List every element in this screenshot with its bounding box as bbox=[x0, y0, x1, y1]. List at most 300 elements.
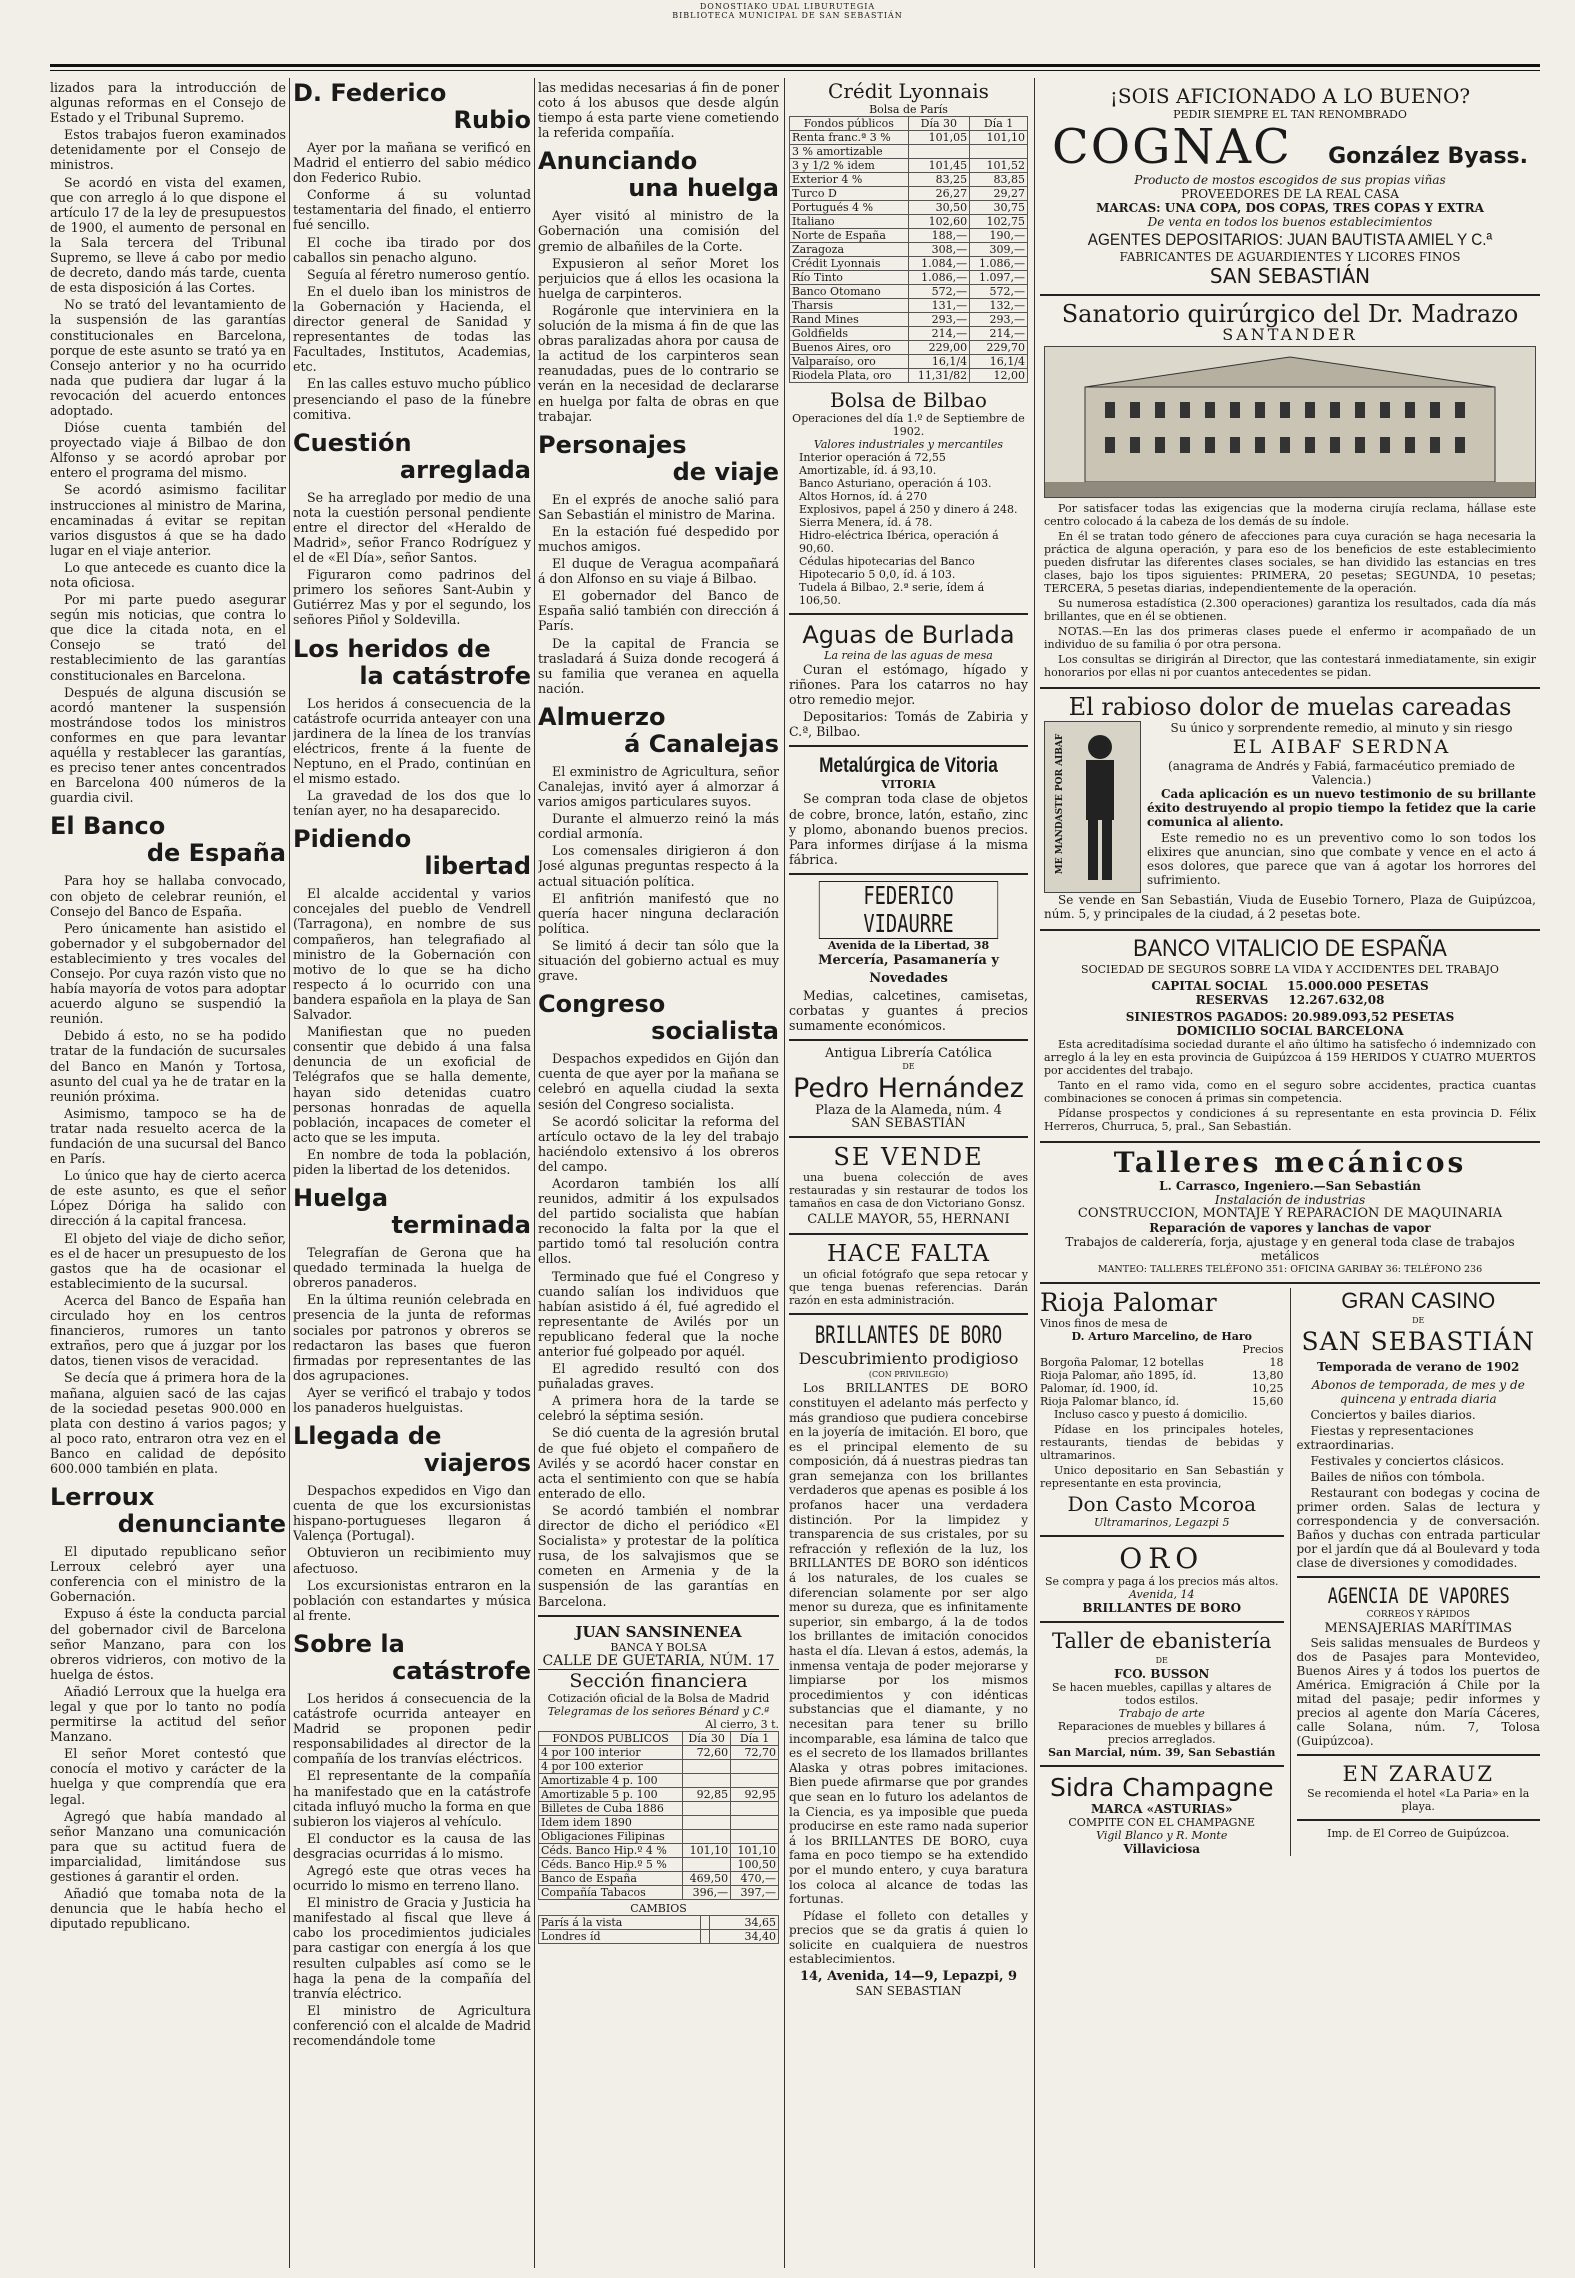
paragraph: Los excursionistas entraron en la población con estandartes y música al frente. bbox=[293, 1577, 531, 1623]
headline-line: de España bbox=[146, 839, 286, 868]
bilbao-lines bbox=[789, 451, 1028, 607]
paragraph: Después de alguna discusión se acordó mantener la suspensión mostrándose todos los ministros conformes en que para levantar aquélla y restablecer las garantías, es preciso tener antes concentrados en Barcelona 400 números de la guardia civil. bbox=[50, 684, 286, 806]
row-value: 229,70 bbox=[970, 341, 1028, 355]
table-row bbox=[539, 1745, 779, 1759]
headline-line: Almuerzo bbox=[538, 702, 666, 731]
ad-line: L. Carrasco, Ingeniero.—San Sebastián bbox=[1159, 1179, 1421, 1193]
column-divider bbox=[1034, 78, 1035, 2268]
capital-label: CAPITAL SOCIAL bbox=[1151, 979, 1268, 993]
table-row bbox=[790, 257, 1028, 271]
row-label: Compañía Tabacos bbox=[539, 1885, 683, 1899]
table-row bbox=[539, 1801, 779, 1815]
paragraph: Pero únicamente han asistido el gobernador y el subgobernador del establecimiento y tres vocales del Consejo. Por cuya razón visto que no había mayoría de votos para adoptar acuerdo alguno se suspendió la reunión. bbox=[50, 920, 286, 1027]
finance-ads-column bbox=[789, 80, 1028, 2260]
bilbao-exchange bbox=[789, 389, 1028, 607]
ad-text: Esta acreditadísima sociedad durante el año último ha satisfecho ó indemnizado con arreglo á la ley en esta provincia de Guipúzcoa á 159 HERIDOS Y CUATRO MUERTOS por accidentes del trabajo. bbox=[1044, 1038, 1536, 1077]
bilbao-title: Bolsa de Bilbao bbox=[830, 388, 987, 412]
headline-banco bbox=[50, 813, 286, 867]
row-value: 308,— bbox=[908, 243, 970, 257]
headline-lerroux bbox=[50, 1484, 286, 1538]
table-header: Día 1 bbox=[970, 117, 1028, 131]
ad-text: Incluso casco y puesto á domicilio. bbox=[1054, 1408, 1248, 1421]
ad-maker: González Byass. bbox=[1328, 144, 1528, 169]
archive-line-1: DONOSTIAKO UDAL LIBURUTEGIA bbox=[699, 2, 876, 11]
building-icon bbox=[1045, 347, 1535, 497]
paragraph: las medidas necesarias á fin de poner coto á los abusos que desde algún tiempo á esta parte viene cometiendo la referida compañía. bbox=[538, 80, 779, 141]
paragraph: El duque de Veragua acompañará á don Alfonso en su viaje á Bilbao. bbox=[538, 556, 779, 587]
row-label: Obligaciones Filipinas bbox=[539, 1829, 683, 1843]
ad-line: PEDIR SIEMPRE EL TAN RENOMBRADO bbox=[1173, 108, 1407, 121]
reserves-value: 12.267.632,08 bbox=[1288, 993, 1385, 1007]
ad-line: Se compra y paga á los precios más altos. bbox=[1045, 1575, 1279, 1588]
table-row bbox=[539, 1885, 779, 1899]
ad-line: Mercería, Pasamanería y Novedades bbox=[818, 952, 999, 986]
row-value: 132,— bbox=[970, 299, 1028, 313]
bilbao-line: Interior operación á 72,55 bbox=[799, 451, 946, 464]
row-value bbox=[683, 1857, 731, 1871]
row-value: 572,— bbox=[970, 285, 1028, 299]
ad-text: NOTAS.—En las dos primeras clases puede el enfermo ir acompañado de un individuo de su familia ó por otra persona. bbox=[1044, 625, 1536, 651]
divider bbox=[538, 1615, 779, 1617]
table-header: Día 1 bbox=[731, 1731, 779, 1745]
row-value: 131,— bbox=[908, 299, 970, 313]
paragraph: Lo único que hay de cierto acerca de este asunto, es que el señor López Dóriga ha salido con dirección á la capital francesa. bbox=[50, 1168, 286, 1229]
table-header: FONDOS PUBLICOS bbox=[539, 1731, 683, 1745]
row-value: 469,50 bbox=[683, 1871, 731, 1885]
row-label: Amortizable 4 p. 100 bbox=[539, 1773, 683, 1787]
paragraph: En la estación fué despedido por muchos amigos. bbox=[538, 523, 779, 554]
ad-headline: Sanatorio quirúrgico del Dr. Madrazo bbox=[1061, 300, 1519, 328]
row-value: 190,— bbox=[970, 229, 1028, 243]
ad-falta bbox=[789, 1241, 1028, 1307]
paragraph: Estos trabajos fueron examinados detenidamente por el Consejo de ministros. bbox=[50, 127, 286, 173]
ad-headline: EN ZARAUZ bbox=[1342, 1762, 1494, 1786]
ad-title: FEDERICO VIDAURRE bbox=[819, 881, 998, 939]
row-value bbox=[970, 145, 1028, 159]
ad-sidra bbox=[1040, 1773, 1284, 1856]
ad-text: Medias, calcetines, camisetas, corbatas y guantes á precios sumamente económicos. bbox=[789, 987, 1028, 1034]
ad-line: Su único y sorprendente remedio, al minuto y sin riesgo bbox=[1170, 721, 1513, 735]
divider bbox=[1040, 1765, 1284, 1767]
domicile-line: DOMICILIO SOCIAL BARCELONA bbox=[1176, 1024, 1404, 1038]
headline-line: Pidiendo bbox=[293, 825, 412, 854]
sanatorium-illustration bbox=[1044, 346, 1536, 498]
paragraph: Debido á esto, no se ha podido tratar de la fundación de sucursales del Banco en Manón y Tortosa, asunto del cual ya he de tratar en la reunión próxima. bbox=[50, 1028, 286, 1104]
ad-title: Metalúrgica de Vitoria bbox=[819, 754, 998, 778]
paragraph: Agregó que había mandado al señor Manzano una comunicación para que su actitud fuera de imparcialidad, limitándose sus gestiones á garantir el orden. bbox=[50, 1808, 286, 1885]
headline-line: Llegada de bbox=[293, 1422, 442, 1451]
divider bbox=[789, 613, 1028, 615]
row-value: 293,— bbox=[908, 313, 970, 327]
paragraph: Se dió cuenta de la agresión brutal de que fué objeto el compañero de Avilés y se acordó hacer constar en acta el sentimiento con que se había enterado de ello. bbox=[538, 1425, 779, 1501]
paragraph: Telegrafían de Gerona que ha quedado terminada la huelga de obreros panaderos. bbox=[293, 1245, 531, 1291]
bilbao-line: Sierra Menera, íd. á 78. bbox=[799, 516, 933, 529]
bank-name: JUAN SANSINENEA bbox=[575, 1622, 742, 1641]
close-time: Al cierro, 3 t. bbox=[705, 1717, 779, 1731]
section-title: Sección financiera bbox=[569, 1669, 748, 1692]
ad-title: Aguas de Burlada bbox=[802, 621, 1015, 649]
ad-addr: San Marcial, núm. 39, San Sebastián bbox=[1048, 1746, 1276, 1759]
paragraph: Ayer visitó al ministro de la Gobernación una comisión del gremio de albañiles de la Corte. bbox=[538, 208, 779, 254]
ad-taller bbox=[1040, 1629, 1284, 1759]
table-row bbox=[790, 145, 1028, 159]
row-value: 29,27 bbox=[970, 187, 1028, 201]
ad-line: CORREOS Y RÁPIDOS bbox=[1366, 1610, 1470, 1620]
ad-sub: La reina de las aguas de mesa bbox=[824, 649, 993, 662]
row-value bbox=[683, 1773, 731, 1787]
ads-column bbox=[1040, 80, 1540, 2260]
ad-vapores bbox=[1297, 1584, 1541, 1748]
ad-text: Bailes de niños con tómbola. bbox=[1310, 1470, 1485, 1484]
table-row bbox=[539, 1829, 779, 1843]
ad-vidaurre bbox=[789, 881, 1028, 1033]
paragraph: Expusieron al señor Moret los perjuicios que á ellos les ocasiona la huelga de carpinteros. bbox=[538, 255, 779, 301]
table-row bbox=[790, 187, 1028, 201]
bilbao-line: Hidro-eléctrica Ibérica, operación á 90,60. bbox=[799, 529, 999, 555]
ad-text: Su numerosa estadística (2.300 operaciones) garantiza los resultados, cada día más brillantes, que en él se obtienen. bbox=[1044, 597, 1536, 623]
headline-line: á Canalejas bbox=[624, 729, 779, 758]
paris-stock-table bbox=[789, 116, 1028, 383]
headline-line: Congreso bbox=[538, 990, 666, 1019]
table-row bbox=[790, 201, 1028, 215]
row-label: 3 y 1/2 % idem bbox=[790, 159, 909, 173]
row-label: Tharsis bbox=[790, 299, 909, 313]
madrid-stock-table bbox=[538, 1731, 779, 1900]
ad-vende bbox=[789, 1144, 1028, 1227]
price-row bbox=[1040, 1369, 1284, 1382]
table-row bbox=[790, 299, 1028, 313]
ad-brillantes bbox=[789, 1321, 1028, 1999]
table-row bbox=[790, 355, 1028, 369]
ad-metalurgica bbox=[789, 753, 1028, 866]
ad-text: Abonos de temporada, de mes y de quincena y entrada diaria bbox=[1311, 1378, 1525, 1406]
bank-address: CALLE DE GUETARIA, NÚM. 17 bbox=[538, 1654, 779, 1670]
row-value bbox=[731, 1829, 779, 1843]
row-label: Londres íd bbox=[539, 1929, 701, 1943]
cambios-title: CAMBIOS bbox=[630, 1901, 687, 1915]
paragraph: El ministro de Gracia y Justicia ha manifestado al fiscal que lleve á cabo los procedimientos judiciales para castigar con energía á los que resulten culpables así como se le haga la pena de la compañía del tranvía eléctrico. bbox=[293, 1895, 531, 2001]
paragraph: Figuraron como padrinos del primero los señores Sant-Aubin y Gutiérrez Mas y por el segundo, los señores Piñol y Soldevilla. bbox=[293, 567, 531, 628]
row-value: 572,— bbox=[908, 285, 970, 299]
bilbao-line: Amortizable, íd. á 93,10. bbox=[799, 464, 937, 477]
ad-pre: Antigua Librería Católica bbox=[824, 1046, 993, 1062]
price-row bbox=[1040, 1356, 1284, 1369]
price-item: Rioja Palomar, año 1895, íd. bbox=[1040, 1369, 1197, 1382]
headline-huelga bbox=[293, 1185, 531, 1239]
paragraph: Durante el almuerzo reinó la más cordial armonía. bbox=[538, 811, 779, 842]
row-value: 214,— bbox=[970, 327, 1028, 341]
row-value: 397,— bbox=[731, 1885, 779, 1899]
row-value bbox=[683, 1815, 731, 1829]
archive-header bbox=[0, 2, 1575, 20]
paragraph: En nombre de toda la población, piden la libertad de los detenidos. bbox=[293, 1146, 531, 1177]
row-value: 1.086,— bbox=[908, 271, 970, 285]
headline-line: Huelga bbox=[293, 1184, 389, 1213]
news-column-1 bbox=[50, 80, 286, 2260]
ad-sanatorio bbox=[1040, 296, 1540, 689]
paragraph: El diputado republicano señor Lerroux celebró ayer una conferencia con el ministro de la Gobernación. bbox=[50, 1544, 286, 1605]
ad-headline: ¡SOIS AFICIONADO A LO BUENO? bbox=[1109, 84, 1471, 108]
ad-line: FABRICANTES DE AGUARDIENTES Y LICORES FINOS bbox=[1119, 250, 1461, 264]
ad-addr: Plaza de la Alameda, núm. 4 bbox=[815, 1103, 1002, 1119]
row-label: Buenos Aires, oro bbox=[790, 341, 909, 355]
paragraph: Terminado que fué el Congreso y cuando salían los individuos que habían asistido á él, fué agredido el representante de Avilés por un republicano federal que la noche anterior fué golpeado por aquél. bbox=[538, 1268, 779, 1359]
table-row bbox=[539, 1787, 779, 1801]
table-row bbox=[790, 369, 1028, 383]
ad-headline: Talleres mecánicos bbox=[1113, 1146, 1467, 1179]
headline-sobre bbox=[293, 1631, 531, 1685]
claims-line: SINIESTROS PAGADOS: 20.989.093,52 PESETAS bbox=[1125, 1010, 1455, 1024]
headline-line: Cuestión bbox=[293, 428, 412, 457]
price-value: 15,60 bbox=[1252, 1395, 1284, 1408]
ad-sub: SOCIEDAD DE SEGUROS SOBRE LA VIDA Y ACCIDENTES DEL TRABAJO bbox=[1081, 963, 1499, 976]
ad-libreria bbox=[789, 1047, 1028, 1130]
man-icon bbox=[1060, 722, 1140, 892]
ad-burlada bbox=[789, 621, 1028, 739]
ad-brand: COGNAC bbox=[1052, 119, 1292, 175]
ad-text: Los consultas se dirigirán al Director, que las contestará inmediatamente, sin exigir honorarios por ellas ni por cuantos antecedentes se pidan. bbox=[1044, 653, 1536, 679]
row-label: Banco Otomano bbox=[790, 285, 909, 299]
paragraph: En la última reunión celebrada en presencia de la junta de reformas sociales por patronos y obreros se redactaron las bases que fueron firmadas por representantes de las dos agrupaciones. bbox=[293, 1292, 531, 1383]
ad-headline: ORO bbox=[1119, 1542, 1205, 1575]
paragraph: Acerca del Banco de España han circulado hoy en los centros financieros, rumores un tanto extraños, pero que á juzgar por los datos, tienen visos de veracidad. bbox=[50, 1292, 286, 1369]
divider bbox=[1297, 1819, 1541, 1821]
divider bbox=[1040, 1535, 1284, 1537]
ad-text: Fiestas y representaciones extraordinarias. bbox=[1296, 1424, 1474, 1452]
paragraph: Obtuvieron un recibimiento muy afectuoso. bbox=[293, 1545, 531, 1576]
row-value: 34,65 bbox=[710, 1915, 779, 1929]
row-label: Billetes de Cuba 1886 bbox=[539, 1801, 683, 1815]
table-row bbox=[539, 1815, 779, 1829]
paragraph: El coche iba tirado por dos caballos sin penacho alguno. bbox=[293, 234, 531, 265]
ad-text: Festivales y conciertos clásicos. bbox=[1310, 1454, 1505, 1468]
ad-text: una buena colección de aves restauradas y sin restaurar de todos los tamaños en casa de don Victoriano Gonsz. bbox=[789, 1171, 1028, 1211]
reserves-label: RESERVAS bbox=[1195, 993, 1269, 1007]
row-value bbox=[731, 1759, 779, 1773]
headline-line: Rubio bbox=[453, 106, 531, 134]
headline-heridos bbox=[293, 636, 531, 690]
ad-text: Conciertos y bailes diarios. bbox=[1310, 1408, 1476, 1422]
bilbao-line: Altos Hornos, íd. á 270 bbox=[799, 490, 928, 503]
top-rule bbox=[50, 64, 1540, 67]
row-value: 30,75 bbox=[970, 201, 1028, 215]
row-value: 1.097,— bbox=[970, 271, 1028, 285]
ad-title: HACE FALTA bbox=[826, 1241, 991, 1268]
ad-line: MENSAJERIAS MARÍTIMAS bbox=[1324, 1621, 1513, 1636]
row-label: Norte de España bbox=[790, 229, 909, 243]
row-value: 16,1/4 bbox=[970, 355, 1028, 369]
row-label: Amortizable 5 p. 100 bbox=[539, 1787, 683, 1801]
row-label: Céds. Banco Hip.º 4 % bbox=[539, 1843, 683, 1857]
divider bbox=[789, 873, 1028, 875]
ad-line: Reparación de vapores y lanchas de vapor bbox=[1149, 1221, 1431, 1235]
row-label: Zaragoza bbox=[790, 243, 909, 257]
ad-line: D. Arturo Marcelino, de Haro bbox=[1071, 1330, 1252, 1343]
ad-city: SANTANDER bbox=[1222, 325, 1358, 344]
table-row bbox=[790, 327, 1028, 341]
ad-city: Villaviciosa bbox=[1123, 1842, 1200, 1856]
headline-line: D. Federico bbox=[293, 80, 447, 107]
ad-line: Vigil Blanco y R. Monte bbox=[1096, 1829, 1228, 1842]
row-label: Río Tinto bbox=[790, 271, 909, 285]
headline-line: la catástrofe bbox=[359, 661, 531, 690]
row-value bbox=[731, 1773, 779, 1787]
table-header: Día 30 bbox=[908, 117, 970, 131]
divider bbox=[789, 1313, 1028, 1315]
table-row bbox=[539, 1843, 779, 1857]
headline-rubio bbox=[293, 80, 531, 134]
table-row bbox=[539, 1915, 779, 1929]
divider bbox=[1297, 1576, 1541, 1578]
ad-line: CONSTRUCCION, MONTAJE Y REPARACION DE MAQUINARIA bbox=[1077, 1206, 1503, 1221]
ad-headline: Sidra Champagne bbox=[1050, 1773, 1274, 1802]
row-value bbox=[908, 145, 970, 159]
capital-value: 15.000.000 PESETAS bbox=[1287, 979, 1429, 993]
divider bbox=[789, 1233, 1028, 1235]
paragraph: Los comensales dirigieron á don José algunas preguntas respecto á la actual situación política. bbox=[538, 843, 779, 889]
row-value: 34,40 bbox=[710, 1929, 779, 1943]
ad-city: SAN SEBASTIÁN bbox=[1301, 1327, 1535, 1356]
ad-text: Pídase en los principales hoteles, restaurants, tiendas de bebidas y ultramarinos. bbox=[1040, 1423, 1284, 1462]
ad-text: Los BRILLANTES DE BORO constituyen el adelanto más perfecto y más grandioso que pudiera concebirse en la joyería de imitación. El boro, que es el principal elemento de su composición, dá á nuestras piedras tan gran semejanza con los brillantes verdaderos que apenas es posible á los profanos hacer una verdadera distinción. Por la limpidez y transparencia de sus cristales, por su refracción y reflexión de la luz, los BRILLANTES DE BORO son idénticos á los naturales, de los cuales se diferencian solamente por ser algo menor su dureza, que es infinitamente superior, sin embargo, á la de todos los brillantes de imitación conocidos hasta el día. Llevan á estos, además, la inmensa ventaja de poder mejorarse y limpiarse por los mismos procedimientos y con idénticas substancias que el diamante, y no necesitan para tener su brillo incomparable, esa lámina de talco que es el secreto de los llamados brillantes Alaska y otras pobres imitaciones. Bien puede afirmarse que por grandes que sean en lo futuro los adelantos de la Ciencia, es ya imposible que pueda producirse en este ramo nada superior á los BRILLANTES DE BORO, cuya fama en poco tiempo se ha extendido por el mundo entero, y cuya baratura los coloca al alcance de todas las fortunas. bbox=[789, 1381, 1028, 1907]
row-value bbox=[731, 1815, 779, 1829]
printer-imprint: Imp. de El Correo de Guipúzcoa. bbox=[1327, 1827, 1510, 1840]
paragraph: En las calles estuvo mucho público presenciando el paso de la fúnebre comitiva. bbox=[293, 376, 531, 422]
headline-cuestion bbox=[293, 430, 531, 484]
paragraph: Los heridos á consecuencia de la catástrofe ocurrida anteayer en Madrid se proponen pedir responsabilidades al director de la compañía de los tranvías eléctricos. bbox=[293, 1690, 531, 1767]
paragraph: Ayer se verificó el trabajo y todos los panaderos huelguistas. bbox=[293, 1384, 531, 1415]
ad-line: Trabajos de calderería, forja, ajustage y en general toda clase de trabajos metálicos bbox=[1065, 1235, 1515, 1263]
paragraph: Seguía al féretro numeroso gentío. bbox=[307, 266, 530, 282]
paragraph: Ayer por la mañana se verificó en Madrid el entierro del sabio médico don Federico Rubio. bbox=[293, 140, 531, 186]
ad-oro bbox=[1040, 1543, 1284, 1615]
row-label: Exterior 4 % bbox=[790, 173, 909, 187]
ad-vitalicio bbox=[1040, 931, 1540, 1143]
column-divider bbox=[289, 78, 290, 2268]
row-value: 396,— bbox=[683, 1885, 731, 1899]
table-row bbox=[790, 271, 1028, 285]
ad-headline: GRAN CASINO bbox=[1341, 1288, 1496, 1313]
ad-de: DE bbox=[1155, 1656, 1168, 1665]
paragraph: El agredido resultó con dos puñaladas graves. bbox=[538, 1361, 779, 1392]
ad-text: Curan el estómago, hígado y riñones. Para los catarros no hay otro remedio mejor. bbox=[789, 662, 1028, 708]
headline-line: de viaje bbox=[672, 457, 779, 486]
row-value: 102,75 bbox=[970, 215, 1028, 229]
paragraph: La gravedad de los dos que lo tenían ayer, no ha desaparecido. bbox=[293, 788, 531, 819]
ad-line: Avenida, 14 bbox=[1129, 1588, 1195, 1601]
paragraph: A primera hora de la tarde se celebró la séptima sesión. bbox=[538, 1393, 779, 1424]
row-value: 1.084,— bbox=[908, 257, 970, 271]
paragraph: Por mi parte puedo asegurar según mis noticias, que contra lo que dice la citada nota, en el Consejo se trató del restablecimiento de las garantías constitucionales en Barcelona. bbox=[50, 592, 286, 683]
news-column-3 bbox=[538, 80, 779, 2260]
column-divider bbox=[534, 78, 535, 2268]
ad-line: Reparaciones de muebles y billares á precios arreglados. bbox=[1057, 1720, 1266, 1746]
table-row bbox=[539, 1857, 779, 1871]
paragraph: El representante de la compañía ha manifestado que en la catástrofe citada influyó mucho la forma en que subieron los viajeros al vehículo. bbox=[293, 1768, 531, 1829]
row-value: 72,70 bbox=[731, 1745, 779, 1759]
ad-line: Se hacen muebles, capillas y altares de todos estilos. bbox=[1052, 1681, 1272, 1707]
paragraph: Añadió que tomaba nota de la denuncia que le había hecho el diputado republicano. bbox=[50, 1886, 286, 1932]
table-row bbox=[539, 1871, 779, 1885]
headline-personajes bbox=[538, 432, 779, 486]
ad-line: Vinos finos de mesa de bbox=[1040, 1317, 1168, 1330]
paragraph: De la capital de Francia se trasladará á Suiza donde recogerá á su familia que veranea en aquella nación. bbox=[538, 635, 779, 696]
ads-two-column bbox=[1040, 1288, 1540, 1856]
row-value: 214,— bbox=[908, 327, 970, 341]
paragraph: Expuso á éste la conducta parcial del gobernador civil de Barcelona señor Manzano, para con los obreros vidrieros, con motivo de la huelga de éstos. bbox=[50, 1606, 286, 1682]
row-value: 101,10 bbox=[970, 131, 1028, 145]
table-row bbox=[790, 243, 1028, 257]
paragraph: El anfitrión manifestó que no quería hacer ninguna declaración política. bbox=[538, 890, 779, 936]
paragraph: En el duelo iban los ministros de la Gobernación y Hacienda, el director general de Sanidad y representantes de todas las Facultades, Institutos, Academias, etc. bbox=[293, 283, 531, 375]
bilbao-line: Explosivos, papel á 250 y dinero á 248. bbox=[799, 503, 1018, 516]
paragraph: Se acordó en vista del examen, que con arreglo á lo que dispone el artículo 17 de la ley de presupuestos de 1900, el aumento de personal en la Sala tercera del Tribunal Supremo, se lleve á cabo por medio de decreto, dando más tarde, cuenta de esta disposición á las Cortes. bbox=[50, 174, 286, 296]
table-row bbox=[790, 131, 1028, 145]
paragraph: Se acordó también el nombrar director de dicho el periódico «El Socialista» y protestar de la política rusa, de los salvajismos que se cometen en Armenia y de la suspensión de las garantías en Barcelona. bbox=[538, 1502, 779, 1609]
row-value: 101,05 bbox=[908, 131, 970, 145]
ad-text: Tanto en el ramo vida, como en el seguro sobre accidentes, practica cuantas combinaciones se conocen á primas sin competencia. bbox=[1044, 1079, 1536, 1105]
ads-right bbox=[1297, 1288, 1541, 1856]
ad-line: Temporada de verano de 1902 bbox=[1317, 1360, 1520, 1374]
ad-text: Restaurant con bodegas y cocina de primer orden. Salas de lectura y correspondencia y de conversación. Baños y duchas con entrada particular por el jardín que dá al Boulevard y toda clase de diversiones y comodidades. bbox=[1296, 1486, 1540, 1570]
row-value: 16,1/4 bbox=[908, 355, 970, 369]
paragraph: No se trató del levantamiento de la suspensión de las garantías constitucionales en Barcelona, porque de este asunto se trató ya en Consejo anterior y no ha ocurrido nada que pudiera dar lugar á la revocación del acuerdo entonces adoptado. bbox=[50, 297, 286, 418]
table-row bbox=[539, 1773, 779, 1787]
paragraph: Lo que antecede es cuanto dice la nota oficiosa. bbox=[50, 559, 286, 590]
ad-line: COMPITE CON EL CHAMPAGNE bbox=[1068, 1816, 1256, 1829]
row-label: París á la vista bbox=[539, 1915, 701, 1929]
row-label: Céds. Banco Hip.º 5 % bbox=[539, 1857, 683, 1871]
ad-headline: Taller de ebanistería bbox=[1051, 1629, 1272, 1653]
paragraph: Para hoy se hallaba convocado, con objeto de celebrar reunión, el Consejo del Banco de España. bbox=[50, 873, 286, 919]
ad-brand: EL AIBAF SERDNA bbox=[1232, 736, 1451, 758]
row-label: Turco D bbox=[790, 187, 909, 201]
paragraph: lizados para la introducción de algunas reformas en el Consejo de Estado y el Tribunal Supremo. bbox=[50, 80, 286, 126]
headline-anunciando bbox=[538, 148, 779, 202]
credit-lyonnais bbox=[789, 80, 1028, 383]
row-value: 11,31/82 bbox=[908, 369, 970, 383]
table-row bbox=[790, 173, 1028, 187]
row-value: 293,— bbox=[970, 313, 1028, 327]
row-label: 4 por 100 exterior bbox=[539, 1759, 683, 1773]
row-label: Crédit Lyonnais bbox=[790, 257, 909, 271]
ad-text: En él se tratan todo género de afecciones para cuya curación se haga necesaria la práctica de alguna operación, y para eso de los beneficios de este establecimiento pueden disfrutar las diferentes clases sociales, se han dividido las estancias en tres clases, bajo los tipos siguientes: PRIMERA, 20 pesetas; SEGUNDA, 10 pesetas; TERCERA, 5 pesetas diarias, independientemente de la operación. bbox=[1044, 530, 1536, 595]
row-value: 309,— bbox=[970, 243, 1028, 257]
ad-name: FCO. BUSSON bbox=[1114, 1667, 1210, 1681]
ad-muelas bbox=[1040, 689, 1540, 931]
ad-title: Pedro Hernández bbox=[793, 1073, 1024, 1105]
ad-line: Producto de mostos escogidos de sus propias viñas bbox=[1134, 173, 1446, 187]
row-value bbox=[731, 1801, 779, 1815]
ad-headline: AGENCIA DE VAPORES bbox=[1327, 1584, 1510, 1608]
bilbao-sub: Operaciones del día 1.º de Septiembre de 1902. bbox=[792, 412, 1025, 438]
row-label: 3 % amortizable bbox=[790, 145, 909, 159]
ad-sub: Avenida de la Libertad, 38 bbox=[827, 938, 990, 952]
ad-text: Por satisfacer todas las exigencias que la moderna cirujía reclama, hállase este centro colocado á la cabeza de los demás de su índole. bbox=[1044, 502, 1536, 528]
ad-cognac bbox=[1040, 80, 1540, 296]
ad-sub: Descubrimiento prodigioso bbox=[798, 1349, 1019, 1369]
paragraph: Se ha arreglado por medio de una nota la cuestión personal pendiente entre el director del «Heraldo de Madrid», señor Franco Rodríguez y el de «El Día», señor Santos. bbox=[293, 489, 531, 566]
ad-headline: El rabioso dolor de muelas careadas bbox=[1068, 693, 1512, 721]
row-value: 101,10 bbox=[731, 1843, 779, 1857]
credit-sub: Bolsa de París bbox=[869, 103, 948, 116]
divider bbox=[1297, 1754, 1541, 1756]
divider bbox=[789, 745, 1028, 747]
headline-line: Lerroux bbox=[50, 1483, 155, 1512]
ad-line: MANTEO: TALLERES TELÉFONO 351: OFICINA GARIBAY 36: TELÉFONO 236 bbox=[1097, 1264, 1483, 1275]
paragraph: Rogáronle que interviniera en la solución de la misma á fin de que las obras paralizadas ahora por causa de la actitud de los carpinteros sean reanudadas, pues de lo contrario se verán en la necesidad de declararse en huelga por falta de obras en que trabajar. bbox=[538, 302, 779, 424]
ad-text: Se compran toda clase de objetos de cobre, bronce, latón, estaño, zinc y plomo, abonando buenos precios. Para informes diríjase á la misma fábrica. bbox=[789, 791, 1028, 867]
